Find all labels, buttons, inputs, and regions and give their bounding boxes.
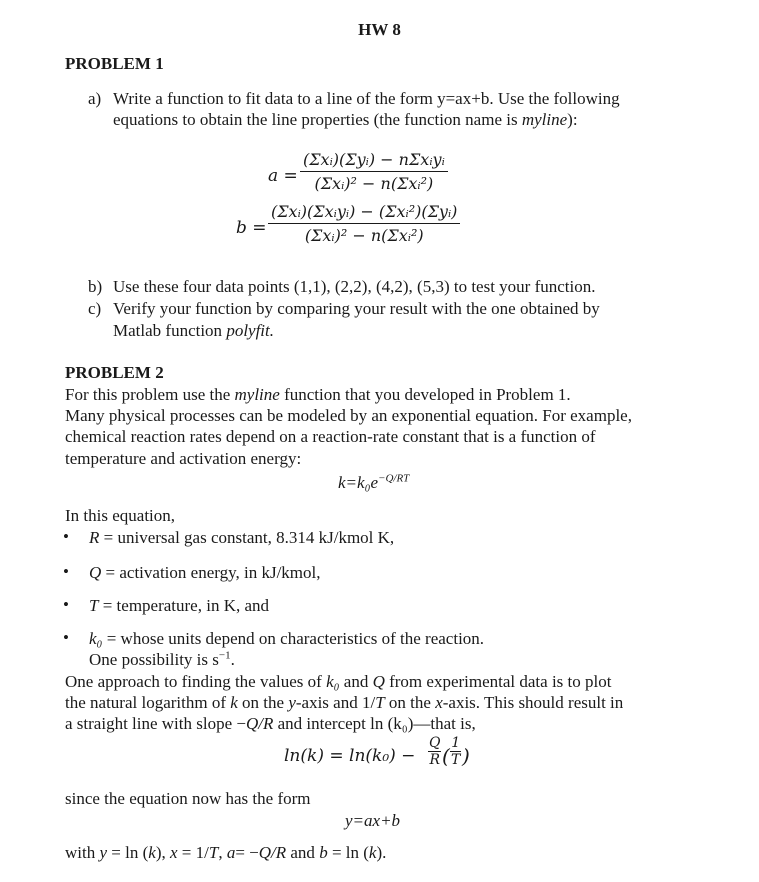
p2-line2: Many physical processes can be modeled by an exponential equation. For example,: [65, 406, 632, 425]
since-line: since the equation now has the form: [65, 789, 311, 808]
page-title: HW 8: [358, 20, 401, 39]
approach-line1: One approach to finding the values of k₀ and Q from experimental data is to plot: [65, 672, 612, 691]
p1-a-line1: Write a function to fit data to a line of the form y=ax+b. Use the following: [113, 89, 620, 108]
eq-a-fraction: [300, 150, 448, 193]
k0-units: One possibility is $s^{-1}$.: [89, 649, 235, 669]
p2-line1: For this problem use the myline function that you developed in Problem 1.: [65, 385, 571, 404]
eq-a-lhs: a =: [268, 166, 298, 186]
eq-b-lhs: b =: [236, 218, 267, 238]
p2-line3: chemical reaction rates depend on a reaction-rate constant that is a function of: [65, 427, 596, 446]
eq-ln-frac-1T: $\frac{1}{T}$: [451, 735, 461, 768]
bullet-T: T = temperature, in K, and: [89, 596, 270, 615]
with-line: with y = ln (k), x = 1/T, a= −Q/R and b = ln (k).: [65, 843, 387, 862]
bullet-R: R = universal gas constant, 8.314 kJ/kmol K,: [89, 528, 395, 547]
bullet-icon: •: [63, 562, 69, 581]
eq-b-denominator: (Σxᵢ)² − n(Σxᵢ²): [304, 226, 424, 245]
eq-ln-left: ln(k) = ln(k₀) −: [284, 746, 416, 766]
bullet-icon: •: [63, 595, 69, 614]
p1-b-label: b): [88, 277, 103, 296]
polyfit-name: polyfit.: [226, 321, 275, 340]
p1-a-line2: equations to obtain the line properties (the function name is myline):: [113, 110, 578, 129]
p1-b-text: Use these four data points (1,1), (2,2), (4,2), (5,3) to test your function.: [113, 277, 596, 296]
eq-b-fraction: [268, 202, 460, 245]
bullet-icon: •: [63, 628, 69, 647]
p1-c-line1: Verify your function by comparing your result with the one obtained by: [113, 299, 600, 318]
eq-a-denominator: (Σxᵢ)² − n(Σxᵢ²): [314, 174, 434, 193]
eq-k-arrhenius: $k=k_0e^{-Q/RT}$: [338, 472, 410, 492]
eq-ln-paren-open: (: [442, 744, 450, 768]
bullet-Q: Q = activation energy, in kJ/kmol,: [89, 563, 321, 582]
p1-c-line2: Matlab function polyfit.: [113, 321, 275, 340]
function-name: myline: [521, 110, 568, 129]
bullet-icon: •: [63, 527, 69, 546]
p1-a-label: a): [88, 89, 102, 108]
problem2-heading: PROBLEM 2: [65, 363, 164, 382]
eq-ln-frac-QR: $\frac{Q}{R}$: [429, 735, 441, 768]
eq-b-numerator: (Σxᵢ)(Σxᵢyᵢ) − (Σxᵢ²)(Σyᵢ): [268, 202, 460, 224]
eq-a-numerator: (Σxᵢ)(Σyᵢ) − nΣxᵢyᵢ: [300, 150, 448, 172]
in-this-equation: In this equation,: [65, 506, 176, 525]
p2-line4: temperature and activation energy:: [65, 449, 302, 468]
problem1-heading: PROBLEM 1: [65, 54, 164, 73]
eq-linear: y=ax+b: [345, 811, 401, 830]
eq-ln-paren-close: ): [462, 744, 470, 768]
approach-line2: the natural logarithm of k on the y-axis and 1/T on the x-axis. This should result in: [65, 693, 624, 712]
approach-line3: a straight line with slope −Q/R and intercept ln (k₀)—that is,: [65, 714, 476, 733]
p1-c-label: c): [88, 299, 102, 318]
bullet-k0: k₀ = whose units depend on characteristics of the reaction.: [89, 629, 485, 648]
